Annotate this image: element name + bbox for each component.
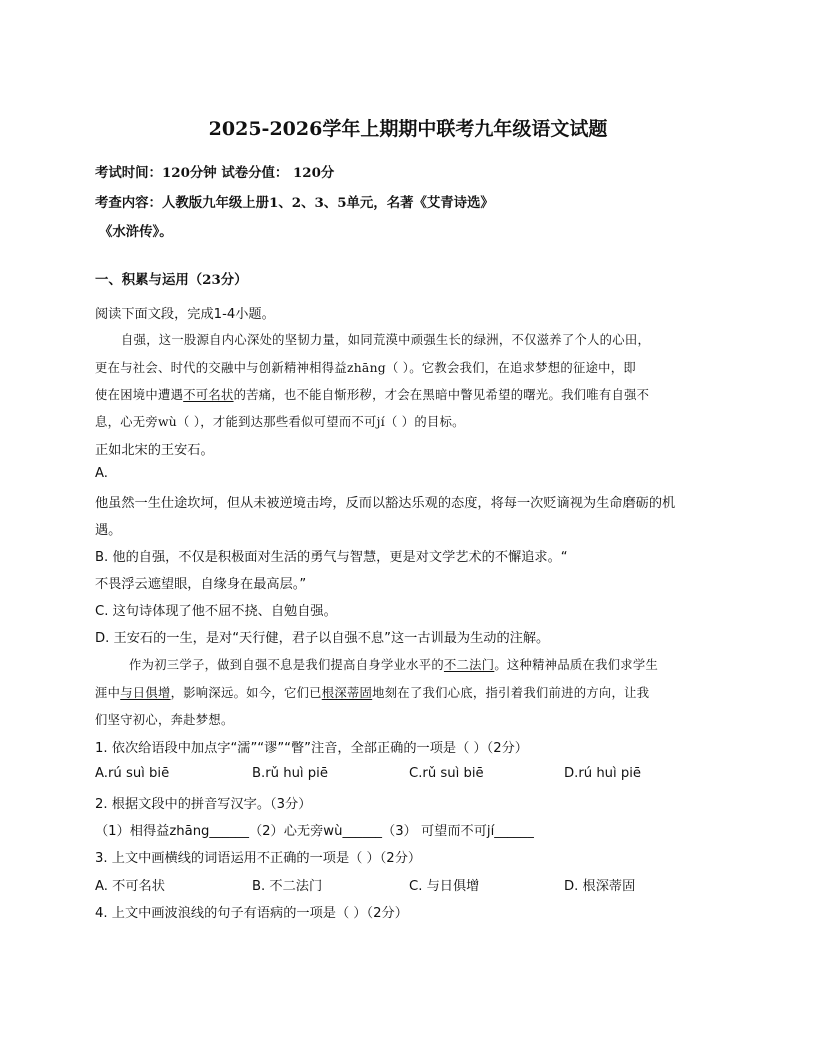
underlined-phrase: 与日俱增 — [120, 686, 171, 700]
page-title: 2025-2026学年上期期中联考九年级语文试题 — [208, 118, 608, 140]
exam-time — [95, 162, 334, 181]
question-4-stem: 4. 上文中画波浪线的句子有语病的一项是（ ）（2分） — [95, 906, 408, 921]
underlined-phrase: 不二法门 — [443, 658, 495, 672]
question-1-option-b: B.rǔ huì piē — [252, 766, 328, 781]
question-1-stem: 1. 依次给语段中加点字“濡”“谬”“瞥”注音，全部正确的一项是（ ）（2分） — [95, 741, 528, 756]
question-3-option-c: C. 与日俱增 — [409, 879, 480, 894]
text-span: 作为初三学子，做到自强不息是我们提高自身学业水平的 — [129, 658, 444, 672]
question-1-option-c: C.rǔ suì biē — [409, 766, 484, 781]
passage-line: 他虽然一生仕途坎坷，但从未被逆境击垮，反而以豁达乐观的态度，将每一次贬谪视为生命磨砺的机 — [95, 496, 676, 511]
question-3-option-a: A. 不可名状 — [95, 879, 165, 894]
question-2-fill: （1）相得益zhāng______（2）心无旁wù______（3） 可望而不可jí______ — [95, 824, 534, 839]
section-intro: 阅读下面文段，完成1-4小题。 — [95, 307, 275, 322]
passage-line: D. 王安石的一生，是对“天行健，君子以自强不息”这一古训最为生动的注解。 — [95, 631, 550, 646]
passage-line: 不畏浮云遮望眼，自缘身在最高层。” — [95, 577, 307, 592]
exam-content-value: 人教版九年级上册1、2、3、5单元，名著《艾青诗选》 — [161, 195, 494, 211]
passage-line: 们坚守初心，奔赴梦想。 — [95, 713, 234, 727]
text-span: 涯中 — [95, 686, 121, 700]
exam-content-continued: 《水浒传》。 — [99, 224, 173, 240]
exam-time-label: 考试时间： — [95, 165, 162, 181]
section-heading: 一、积累与运用（23分） — [95, 272, 248, 288]
passage-line: 更在与社会、时代的交融中与创新精神相得益zhāng（ ）。它教会我们，在追求梦想的征途中，即 — [95, 361, 636, 375]
underlined-phrase: 根深蒂固 — [321, 686, 373, 700]
passage-line: A. — [95, 466, 108, 481]
text-span: 地刻在了我们心底，指引着我们前进的方向，让我 — [372, 686, 650, 700]
passage-line: 息，心无旁wù（ ），才能到达那些看似可望而不可jí（ ）的目标。 — [95, 415, 465, 429]
passage-line: B. 他的自强，不仅是积极面对生活的勇气与智慧，更是对文学艺术的不懈追求。“ — [95, 550, 568, 565]
question-3-option-d: D. 根深蒂固 — [564, 879, 636, 894]
question-1-option-d: D.rú huì piē — [564, 766, 642, 781]
passage-line: C. 这句诗体现了他不屈不挠、自勉自强。 — [95, 604, 337, 619]
exam-time-value: 120分钟 试卷分值： 120分 — [161, 165, 335, 181]
exam-content-label: 考查内容： — [95, 195, 162, 211]
text-span: 的苦痛，也不能自惭形秽，才会在黑暗中瞥见希望的曙光。我们唯有自强不 — [233, 388, 650, 402]
question-3-stem: 3. 上文中画横线的词语运用不正确的一项是（ ）（2分） — [95, 851, 422, 866]
passage-line — [129, 655, 658, 673]
question-3-option-b: B. 不二法门 — [252, 879, 323, 894]
question-1-option-a: A.rú suì biē — [95, 766, 170, 781]
passage-line — [95, 683, 649, 701]
passage-line: 遇。 — [95, 523, 122, 538]
text-span: 。这种精神品质在我们求学生 — [494, 658, 659, 672]
underlined-phrase: 不可名状 — [183, 388, 234, 402]
text-span: ，影响深远。如今，它们已 — [170, 686, 322, 700]
question-2-stem: 2. 根据文段中的拼音写汉字。（3分） — [95, 797, 312, 812]
passage-line: 正如北宋的王安石。 — [95, 443, 214, 458]
passage-line — [95, 385, 649, 403]
passage-line: 自强，这一股源自内心深处的坚韧力量，如同荒漠中顽强生长的绿洲，不仅滋养了个人的心田， — [121, 333, 651, 347]
text-span: 使在困境中遭遇 — [95, 388, 184, 402]
exam-content — [95, 192, 494, 211]
